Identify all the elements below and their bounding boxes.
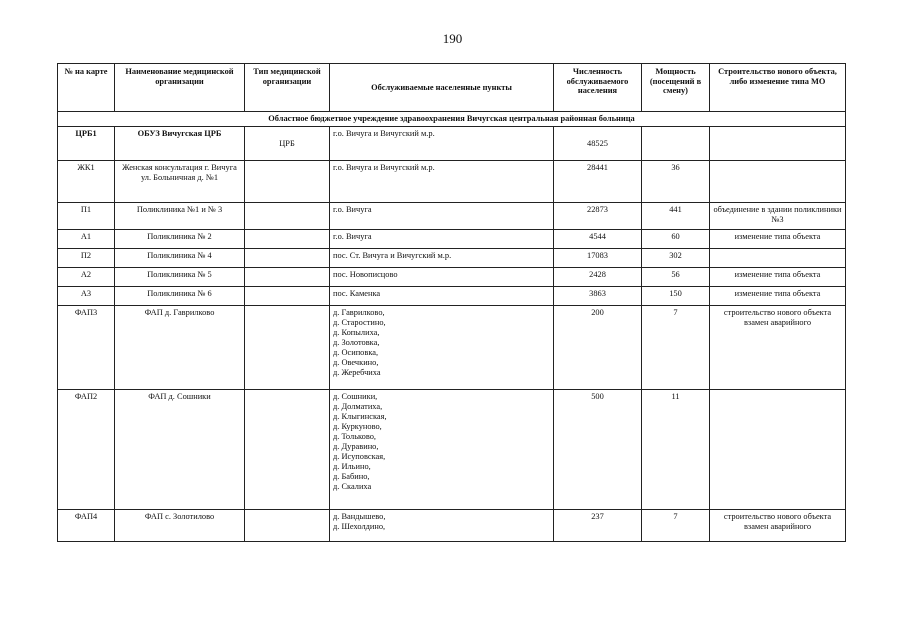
cell-population: 3863 [554,287,642,306]
settlement-item: пос. Каменка [333,289,381,298]
cell-num: А2 [58,268,115,287]
cell-type [245,268,330,287]
settlement-item: д. Осиповка, [333,348,379,357]
cell-settlements [330,161,554,203]
cell-settlements [330,268,554,287]
cell-population: 48525 [554,127,642,161]
settlement-item: д. Куркуново, [333,422,382,431]
settlement-item: д. Исуповская, [333,452,386,461]
cell-construction [710,249,846,268]
cell-name: Поликлиника № 5 [115,268,245,287]
cell-capacity: 150 [642,287,710,306]
cell-capacity: 56 [642,268,710,287]
cell-population: 200 [554,306,642,390]
header-population: Численность обслуживаемого населения [554,64,642,112]
cell-population: 28441 [554,161,642,203]
header-capacity: Мощность (посещений в смену) [642,64,710,112]
cell-capacity: 11 [642,390,710,510]
cell-name: Женская консультация г. Вичуга ул. Больничная д. №1 [115,161,245,203]
settlement-item: д. Вандышево, [333,512,386,521]
cell-construction: строительство нового объекта взамен аварийного [710,306,846,390]
header-type: Тип медицинской организации [245,64,330,112]
cell-num: ЖК1 [58,161,115,203]
settlement-item: д. Сошники, [333,392,378,401]
cell-num: ФАП3 [58,306,115,390]
cell-settlements [330,127,554,161]
settlement-item: д. Клыгинская, [333,412,387,421]
cell-construction [710,127,846,161]
cell-type [245,249,330,268]
cell-num: А1 [58,230,115,249]
settlement-item: пос. Новописцово [333,270,398,279]
section-row [58,112,846,127]
cell-name: ФАП с. Золотилово [115,510,245,542]
section-title: Областное бюджетное учреждение здравоохранения Вичугская центральная районная больница [58,112,846,127]
cell-name: ОБУЗ Вичугская ЦРБ [115,127,245,161]
settlement-item: д. Овечкино, [333,358,379,367]
cell-type [245,390,330,510]
settlement-item: г.о. Вичуга и Вичугский м.р. [333,129,435,138]
settlement-item: д. Шехолдино, [333,522,386,531]
cell-construction: изменение типа объекта [710,268,846,287]
header-construction: Строительство нового объекта, либо изменение типа МО [710,64,846,112]
cell-capacity: 441 [642,203,710,230]
settlement-item: д. Бабино, [333,472,370,481]
header-settlements: Обслуживаемые населенные пункты [330,64,554,112]
cell-capacity: 7 [642,510,710,542]
table-row [58,249,846,268]
cell-population: 22873 [554,203,642,230]
cell-type [245,161,330,203]
cell-type [245,230,330,249]
settlement-item: д. Гаврилково, [333,308,385,317]
cell-settlements [330,230,554,249]
cell-name: ФАП д. Сошники [115,390,245,510]
settlement-item: д. Золотовка, [333,338,380,347]
cell-num: ФАП4 [58,510,115,542]
cell-capacity [642,127,710,161]
cell-capacity: 60 [642,230,710,249]
cell-construction [710,390,846,510]
settlement-item: г.о. Вичуга [333,232,372,241]
settlement-item: г.о. Вичуга и Вичугский м.р. [333,163,435,172]
cell-capacity: 7 [642,306,710,390]
cell-settlements [330,249,554,268]
header-num: № на карте [58,64,115,112]
cell-settlements [330,510,554,542]
cell-population: 500 [554,390,642,510]
cell-num: ЦРБ1 [58,127,115,161]
cell-capacity: 302 [642,249,710,268]
table-row [58,390,846,510]
cell-population: 2428 [554,268,642,287]
cell-population: 17083 [554,249,642,268]
settlement-item: д. Старостино, [333,318,386,327]
cell-capacity: 36 [642,161,710,203]
cell-construction: строительство нового объекта взамен аварийного [710,510,846,542]
cell-num: А3 [58,287,115,306]
cell-num: ФАП2 [58,390,115,510]
settlement-item: пос. Ст. Вичуга и Вичугский м.р. [333,251,452,260]
cell-name: Поликлиника №1 и № 3 [115,203,245,230]
table-header-row [58,64,846,112]
cell-construction: объединение в здании поликлиники №3 [710,203,846,230]
cell-name: Поликлиника № 4 [115,249,245,268]
cell-type [245,510,330,542]
cell-population: 4544 [554,230,642,249]
cell-construction: изменение типа объекта [710,230,846,249]
cell-num: П2 [58,249,115,268]
header-name: Наименование медицинской организации [115,64,245,112]
table-row [58,127,846,161]
cell-type [245,287,330,306]
cell-settlements [330,390,554,510]
facilities-table [57,63,846,542]
cell-population: 237 [554,510,642,542]
cell-name: Поликлиника № 6 [115,287,245,306]
page-number: 190 [442,31,463,46]
table-row [58,287,846,306]
cell-construction: изменение типа объекта [710,287,846,306]
table-row [58,510,846,542]
cell-settlements [330,287,554,306]
settlement-item: д. Скалиха [333,482,372,491]
settlement-item: д. Ильино, [333,462,371,471]
settlement-item: г.о. Вичуга [333,205,372,214]
cell-construction [710,161,846,203]
settlement-item: д. Жеребчиха [333,368,381,377]
cell-name: ФАП д. Гаврилково [115,306,245,390]
settlement-item: д. Копылиха, [333,328,380,337]
cell-settlements [330,306,554,390]
cell-name: Поликлиника № 2 [115,230,245,249]
cell-type [245,203,330,230]
settlement-item: д. Долматиха, [333,402,383,411]
table-row [58,203,846,230]
table-row [58,161,846,203]
cell-type: ЦРБ [245,127,330,161]
table-row [58,306,846,390]
settlement-item: д. Тольково, [333,432,377,441]
cell-settlements [330,203,554,230]
cell-num: П1 [58,203,115,230]
table-row [58,230,846,249]
settlement-item: д. Дуравино, [333,442,379,451]
table-row [58,268,846,287]
cell-type [245,306,330,390]
